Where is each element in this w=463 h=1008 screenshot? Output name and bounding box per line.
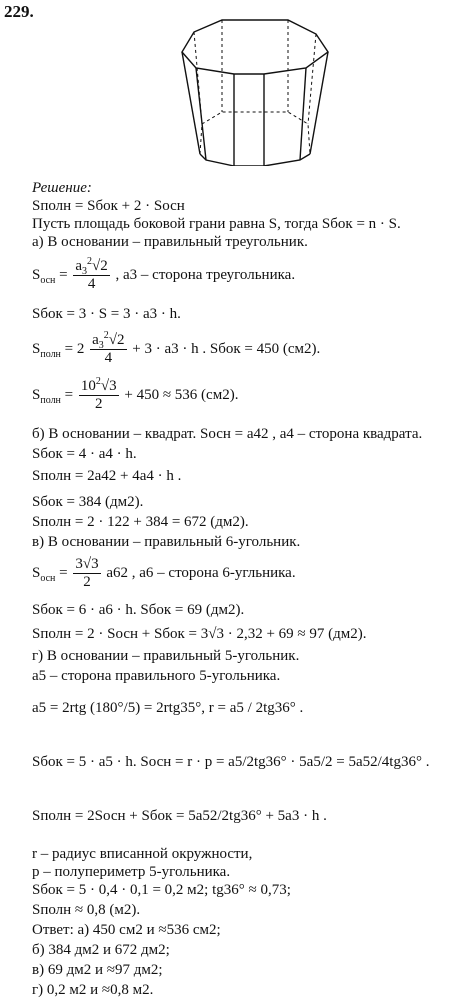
text-line-23: p – полупериметр 5-угольника. (32, 864, 231, 880)
formula-line-9: Sбок = 4 · a4 · h. (32, 446, 137, 462)
text-line-22: r – радиус вписанной окружности, (32, 846, 253, 862)
text-line-18: a5 – сторона правильного 5-угольника. (32, 668, 281, 684)
formula-line-7: $S_{полн}$ = $\frac{10^2√3}{2}$ + 450 ≈ 536 (см2). (32, 376, 239, 413)
answer-line-26: Ответ: а) 450 см2 и ≈536 см2; (32, 922, 221, 938)
solution-heading: Решение: (32, 180, 92, 196)
answer-line-29: г) 0,2 м2 и ≈0,8 м2. (32, 982, 154, 998)
formula-line-11: Sбок = 384 (дм2). (32, 494, 144, 510)
formula-line-5: Sбок = 3 · S = 3 · a3 · h. (32, 306, 181, 322)
text-line-13: в) В основании – правильный 6-угольник. (32, 534, 301, 550)
formula-line-10: Sполн = 2a42 + 4a4 · h . (32, 468, 182, 484)
problem-number: 229. (4, 2, 34, 21)
text-line-3: а) В основании – правильный треугольник. (32, 234, 308, 250)
formula-line-14: $S_{осн}$ = $\frac{3√3}{2}$ a62 , a6 – сторона 6-угльника. (32, 556, 296, 591)
text-line-2: Пусть площадь боковой грани равна S, тогда Sбок = n · S. (32, 216, 401, 232)
fraction: $\frac{a_3^2√2}{4}$ (92, 330, 125, 367)
formula-line-16: Sполн = 2 · Sосн + Sбок = 3√3 · 2,32 + 69 ≈ 97 (дм2). (32, 626, 367, 642)
answer-line-28: в) 69 дм2 и ≈97 дм2; (32, 962, 163, 978)
text-line-8: б) В основании – квадрат. Sосн = a42 , a4 – сторона квадрата. (32, 426, 423, 442)
formula-line-1: Sполн = Sбок + 2 · Sосн (32, 198, 185, 214)
formula-line-20: Sбок = 5 · a5 · h. Sосн = r · p = a5/2tg36° · 5a5/2 = 5a52/4tg36° . (32, 754, 430, 770)
prism-figure (180, 18, 330, 166)
answer-line-27: б) 384 дм2 и 672 дм2; (32, 942, 170, 958)
formula-line-6: $S_{полн} = 2$ $\frac{a_3^2√2}{4}$ + 3 · a3 · h . Sбок = 450 (см2). (32, 330, 321, 367)
formula-line-25: Sполн ≈ 0,8 (м2). (32, 902, 141, 918)
formula-line-12: Sполн = 2 · 122 + 384 = 672 (дм2). (32, 514, 249, 530)
formula-line-21: Sполн = 2Sосн + Sбок = 5a52/2tg36° + 5a3 · h . (32, 808, 327, 824)
formula-line-19: a5 = 2rtg (180°/5) = 2rtg35°, r = a5 / 2tg36° . (32, 700, 304, 716)
fraction: $\frac{10^2√3}{2}$ (80, 376, 117, 413)
fraction: $\frac{3√3}{2}$ (75, 556, 99, 591)
text-line-17: г) В основании – правильный 5-угольник. (32, 648, 300, 664)
fraction: $\frac{a_3^2√2}{4}$ (75, 256, 108, 293)
formula-line-24: Sбок = 5 · 0,4 · 0,1 = 0,2 м2; tg36° ≈ 0,73; (32, 882, 291, 898)
formula-line-15: Sбок = 6 · a6 · h. Sбок = 69 (дм2). (32, 602, 245, 618)
formula-line-4: $S_{осн}$ = $\frac{a_3^2√2}{4}$ , a3 – сторона треугольника. (32, 256, 296, 293)
